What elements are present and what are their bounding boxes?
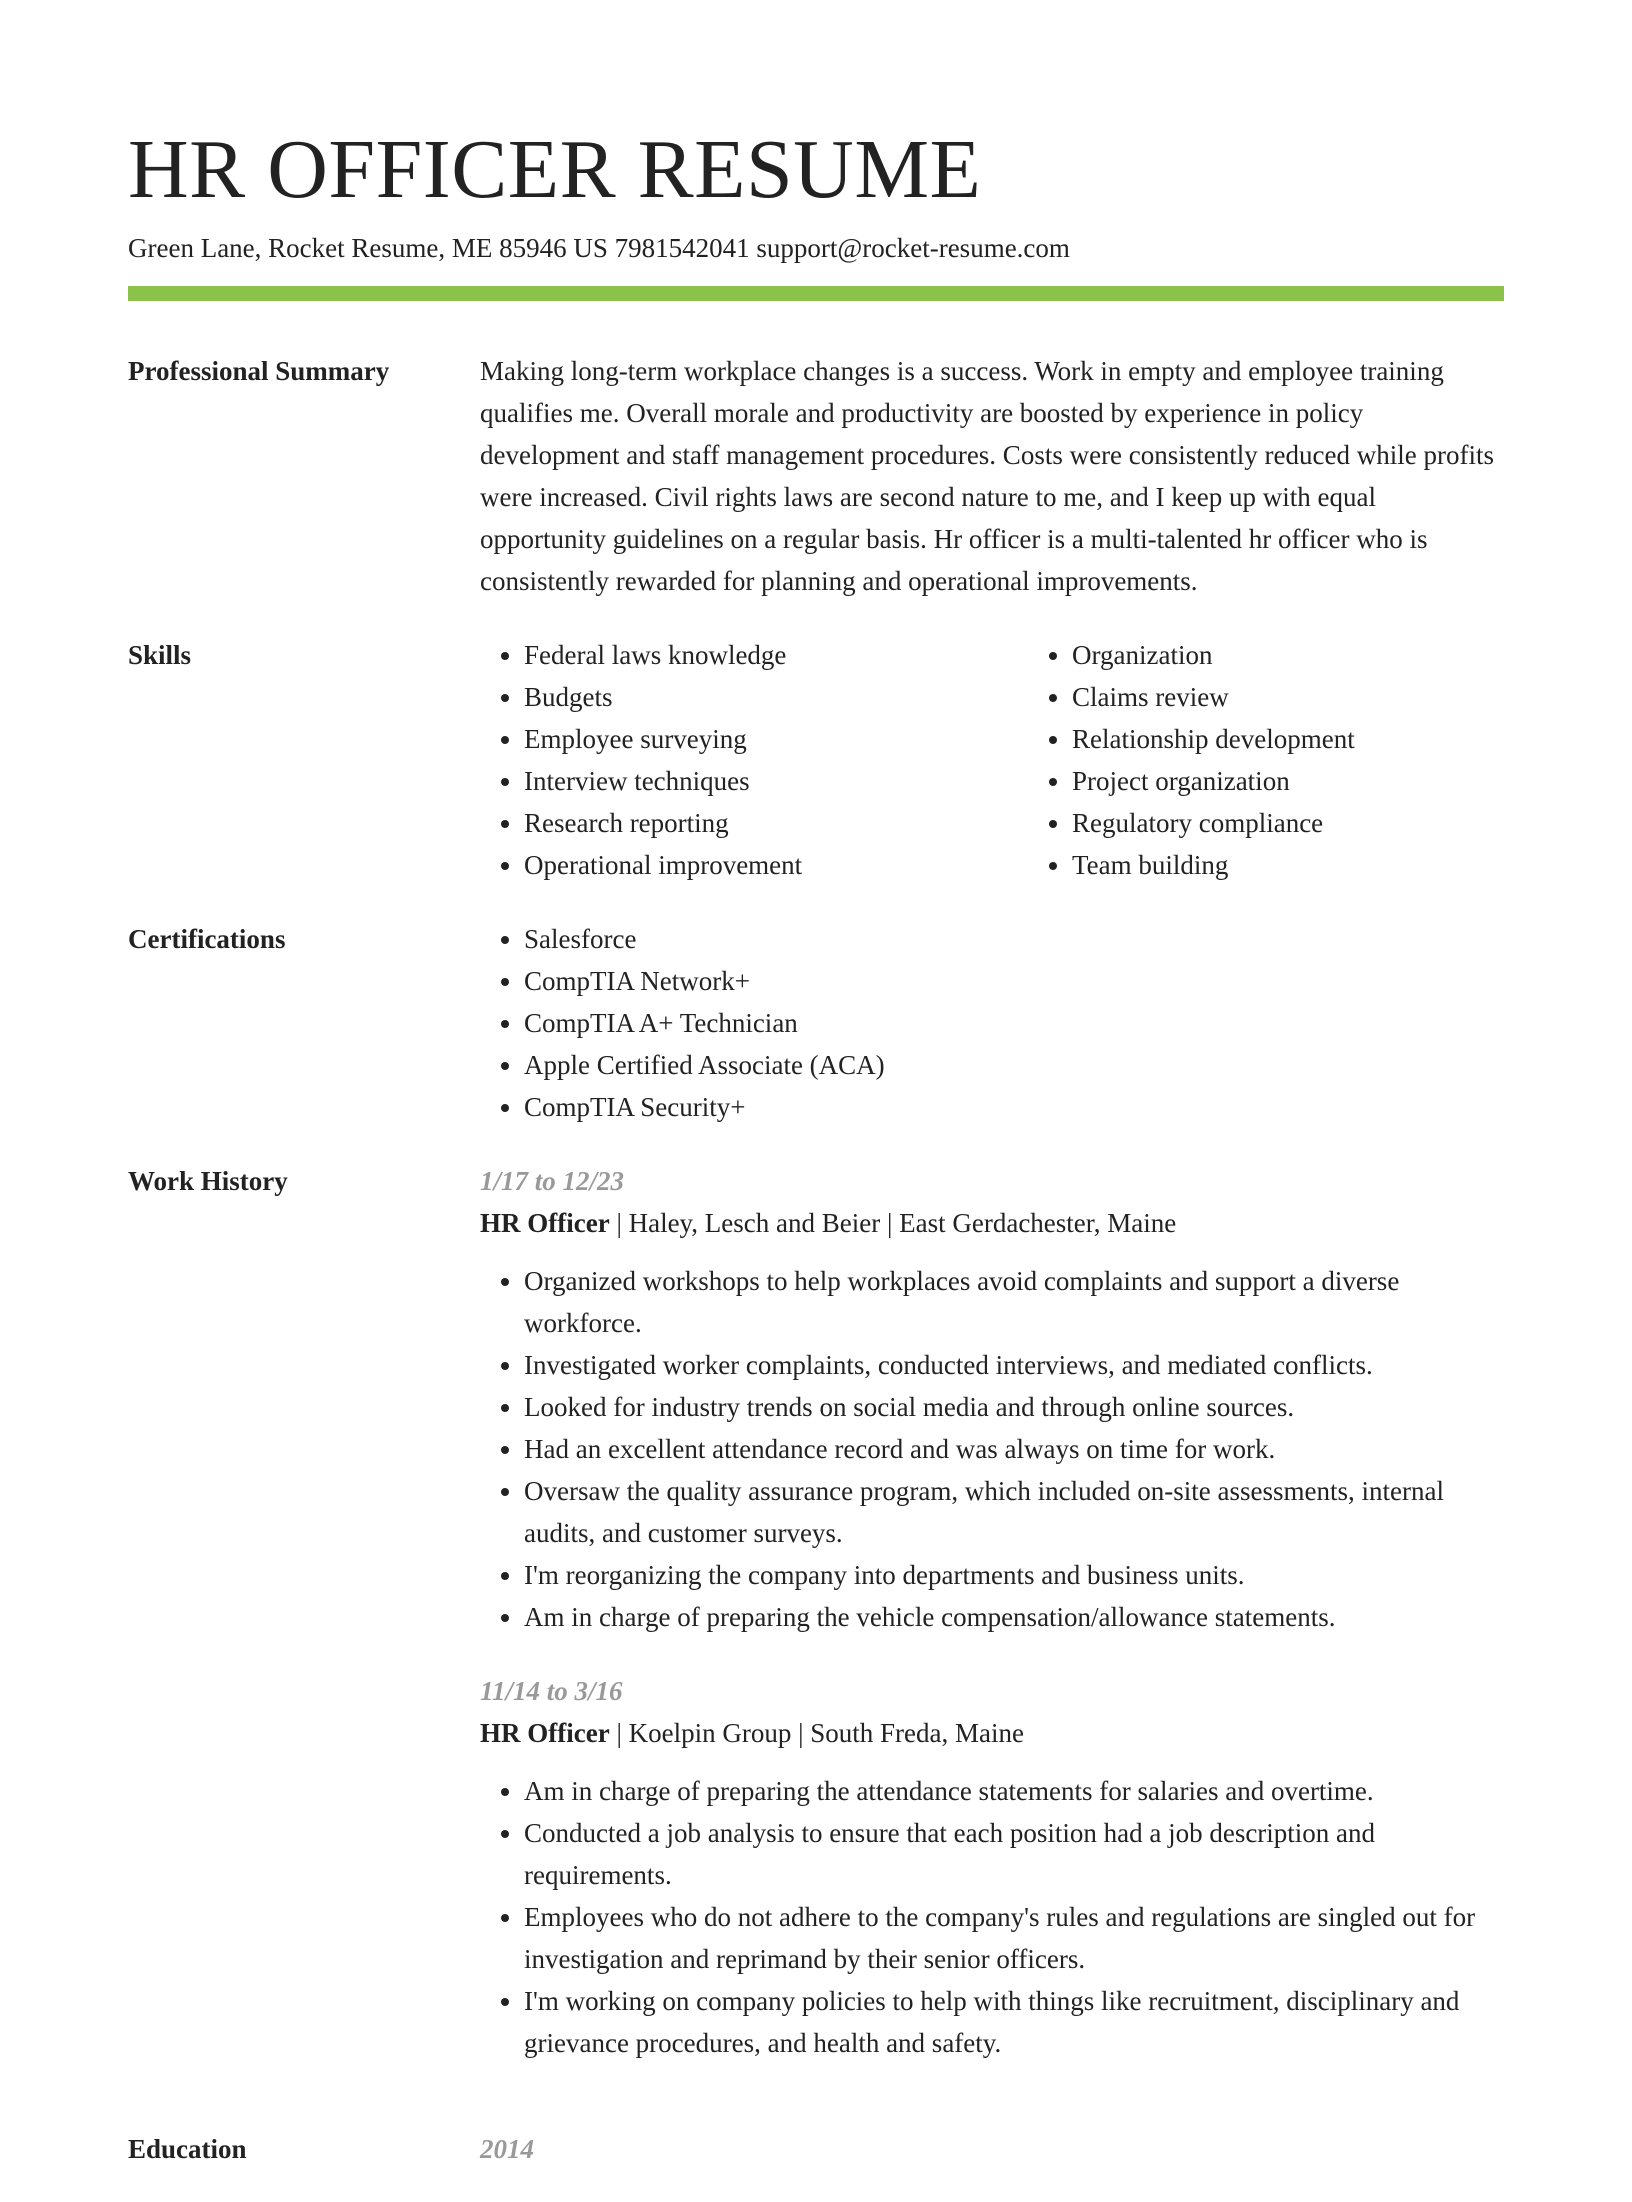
skill-item: • Claims review <box>1072 676 1576 718</box>
job-bullet: • Looked for industry trends on social media and through online sources. <box>524 1386 1504 1428</box>
section-skills <box>128 634 1504 886</box>
job-title-line <box>480 1202 1504 1244</box>
education-year: 2014 <box>480 2134 534 2164</box>
job-bullets <box>480 1770 1504 2064</box>
job-dates: 11/14 to 3/16 <box>480 1676 623 1706</box>
job-bullet: • Employees who do not adhere to the company's rules and regulations are singled out for investigation and reprimand by their senior officers. <box>524 1896 1504 1980</box>
skills-columns <box>480 634 1504 886</box>
section-body <box>480 350 1504 602</box>
skill-item: • Budgets <box>524 676 1028 718</box>
section-body <box>480 918 1504 1128</box>
summary-text: Making long-term workplace changes is a success. Work in empty and employee training qualifies me. Overall morale and productivity are boosted by experience in policy development and staff management procedures. Costs were consistently reduced while profits were increased. Civil rights laws are second nature to me, and I keep up with equal opportunity guidelines on a regular basis. Hr officer is a multi-talented hr officer who is consistently rewarded for planning and operational improvements. <box>480 356 1494 596</box>
job-entry <box>480 1670 1504 2064</box>
job-bullet: • Oversaw the quality assurance program, which included on-site assessments, internal audits, and customer surveys. <box>524 1470 1504 1554</box>
job-bullet: • Am in charge of preparing the attendance statements for salaries and overtime. <box>524 1770 1504 1812</box>
accent-divider <box>128 286 1504 301</box>
certification-item: • Apple Certified Associate (ACA) <box>524 1044 1504 1086</box>
section-label: Certifications <box>128 924 286 954</box>
section-label: Work History <box>128 1166 288 1196</box>
certification-item: • CompTIA Network+ <box>524 960 1504 1002</box>
skill-item: • Employee surveying <box>524 718 1028 760</box>
certification-item: • CompTIA Security+ <box>524 1086 1504 1128</box>
certification-item: • Salesforce <box>524 918 1504 960</box>
job-entry <box>480 1160 1504 1638</box>
job-title: HR Officer <box>480 1718 610 1748</box>
resume-content <box>128 350 1504 2202</box>
skill-item: • Regulatory compliance <box>1072 802 1576 844</box>
section-label: Professional Summary <box>128 356 390 386</box>
skills-list-left <box>480 634 1028 886</box>
job-bullet: • Conducted a job analysis to ensure that each position had a job description and requirements. <box>524 1812 1504 1896</box>
section-body <box>480 1160 1504 2096</box>
skill-item: • Project organization <box>1072 760 1576 802</box>
skill-item: • Organization <box>1072 634 1576 676</box>
certifications-list <box>480 918 1504 1128</box>
section-label: Skills <box>128 640 192 670</box>
section-work-history <box>128 1160 1504 2096</box>
section-certifications <box>128 918 1504 1128</box>
skill-item: • Federal laws knowledge <box>524 634 1028 676</box>
job-bullet: • Investigated worker complaints, conducted interviews, and mediated conflicts. <box>524 1344 1504 1386</box>
job-bullets <box>480 1260 1504 1638</box>
resume-title: HR OFFICER RESUME <box>128 123 982 216</box>
job-details: | Haley, Lesch and Beier | East Gerdachester, Maine <box>609 1208 1177 1238</box>
section-professional-summary <box>128 350 1504 602</box>
job-bullet: • I'm reorganizing the company into departments and business units. <box>524 1554 1504 1596</box>
skill-item: • Research reporting <box>524 802 1028 844</box>
skill-item: • Team building <box>1072 844 1576 886</box>
contact-line: Green Lane, Rocket Resume, ME 85946 US 7981542041 support@rocket-resume.com <box>128 233 1070 263</box>
job-bullet: • Had an excellent attendance record and was always on time for work. <box>524 1428 1504 1470</box>
job-dates: 1/17 to 12/23 <box>480 1166 625 1196</box>
skills-list-right <box>1028 634 1576 886</box>
job-bullet: • Organized workshops to help workplaces avoid complaints and support a diverse workforce. <box>524 1260 1504 1344</box>
job-title-line <box>480 1712 1504 1754</box>
job-details: | Koelpin Group | South Freda, Maine <box>609 1718 1024 1748</box>
section-label: Education <box>128 2134 247 2164</box>
job-bullet: • Am in charge of preparing the vehicle compensation/allowance statements. <box>524 1596 1504 1638</box>
section-body <box>480 2128 1504 2170</box>
job-bullet: • I'm working on company policies to help with things like recruitment, disciplinary and grievance procedures, and health and safety. <box>524 1980 1504 2064</box>
certification-item: • CompTIA A+ Technician <box>524 1002 1504 1044</box>
skill-item: • Interview techniques <box>524 760 1028 802</box>
section-education <box>128 2128 1504 2170</box>
skill-item: • Relationship development <box>1072 718 1576 760</box>
job-title: HR Officer <box>480 1208 610 1238</box>
skill-item: • Operational improvement <box>524 844 1028 886</box>
